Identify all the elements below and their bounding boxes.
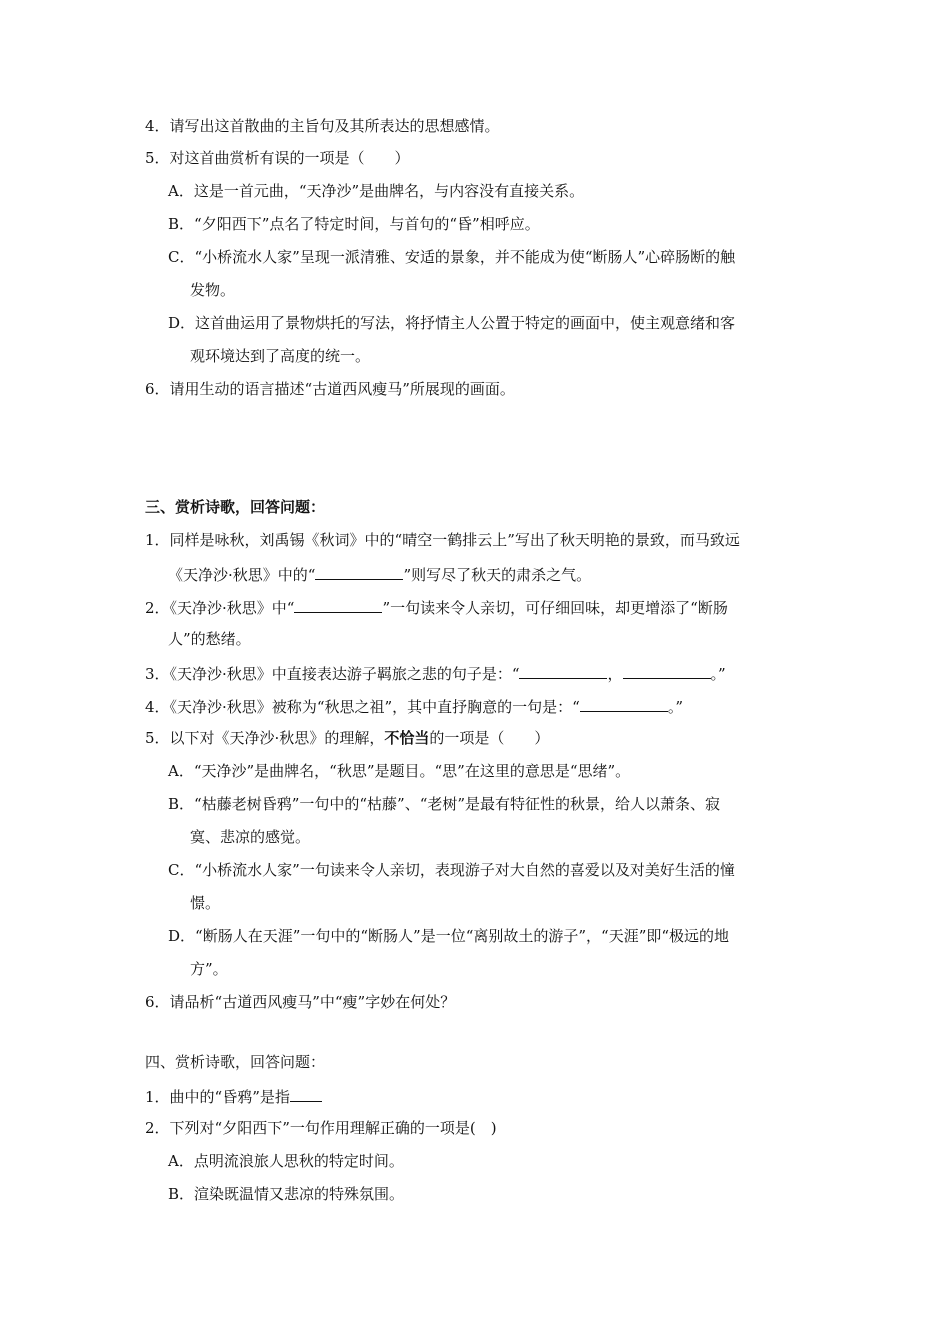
answer-blank[interactable]	[290, 1085, 322, 1102]
answer-blank[interactable]	[580, 695, 668, 712]
answer-blank[interactable]	[623, 662, 711, 679]
s3-question-4	[145, 695, 683, 717]
s4-question-2: 2．下列对“夕阳西下”一句作用理解正确的一项是( )	[145, 1119, 497, 1137]
s3-q5-text-after: 的一项是（ ）	[429, 729, 550, 747]
s3-question-2	[145, 596, 728, 618]
option-b: B．“夕阳西下”点名了特定时间，与首句的“昏”相呼应。	[168, 215, 540, 233]
emphasis-not-appropriate: 不恰当	[384, 729, 430, 747]
s3-option-b: B．“枯藤老树昏鸦”一句中的“枯藤”、“老树”是最有特征性的秋景，给人以萧条、寂	[168, 795, 721, 813]
s3-option-d-continued: 方”。	[190, 960, 228, 978]
s3-q4-text-before: 4．《天净沙·秋思》被称为“秋思之祖”，其中直抒胸意的一句是：“	[145, 698, 580, 716]
s3-option-b-continued: 寞、悲凉的感觉。	[190, 828, 311, 846]
section-3-heading: 三、赏析诗歌，回答问题：	[145, 498, 326, 516]
option-c: C．“小桥流水人家”呈现一派清雅、安适的景象，并不能成为使“断肠人”心碎肠断的触	[168, 248, 736, 266]
s3-option-a: A．“天净沙”是曲牌名，“秋思”是题目。“思”在这里的意思是“思绪”。	[168, 762, 631, 780]
s4-option-b: B．渲染既温情又悲凉的特殊氛围。	[168, 1185, 405, 1203]
option-c-continued: 发物。	[190, 281, 236, 299]
s3-q2-text-before: 2．《天净沙·秋思》中“	[145, 599, 295, 617]
answer-blank[interactable]	[294, 596, 382, 613]
s3-q3-text-before: 3．《天净沙·秋思》中直接表达游子羁旅之悲的句子是：“	[145, 665, 520, 683]
s3-option-c-continued: 憬。	[190, 894, 221, 912]
option-a: A．这是一首元曲，“天净沙”是曲牌名，与内容没有直接关系。	[168, 182, 585, 200]
question-4: 4．请写出这首散曲的主旨句及其所表达的思想感情。	[145, 117, 500, 135]
s3-question-5	[145, 728, 549, 748]
question-6: 6．请用生动的语言描述“古道西风瘦马”所展现的画面。	[145, 380, 515, 398]
s3-question-3	[145, 662, 726, 684]
question-5: 5．对这首曲赏析有误的一项是（ ）	[145, 149, 410, 167]
s3-q1-text-after: ”则写尽了秋天的肃杀之气。	[403, 566, 592, 584]
s3-q5-text-before: 5．以下对《天净沙·秋思》的理解，	[145, 729, 385, 747]
option-d: D．这首曲运用了景物烘托的写法，将抒情主人公置于特定的画面中，使主观意绪和客	[168, 314, 736, 332]
s3-q3-separator: ，	[607, 665, 623, 683]
s4-q1-text: 1．曲中的“昏鸦”是指	[145, 1088, 290, 1106]
s4-option-a: A．点明流浪旅人思秋的特定时间。	[168, 1152, 404, 1170]
answer-blank[interactable]	[519, 662, 607, 679]
section-4-heading: 四、赏析诗歌，回答问题：	[145, 1053, 326, 1071]
s3-question-6: 6．请品析“古道西风瘦马”中“瘦”字妙在何处？	[145, 993, 456, 1011]
s3-q3-text-after: 。”	[710, 665, 726, 683]
s3-q1-text-before: 《天净沙·秋思》中的“	[168, 566, 316, 584]
s3-question-1-continued	[168, 563, 591, 585]
s4-question-1	[145, 1085, 322, 1107]
option-d-continued: 观环境达到了高度的统一。	[190, 347, 371, 365]
answer-blank[interactable]	[315, 563, 403, 580]
s3-q2-text-after: ”一句读来令人亲切，可仔细回味，却更增添了“断肠	[382, 599, 728, 617]
s3-option-d: D．“断肠人在天涯”一句中的“断肠人”是一位“离别故土的游子”，“天涯”即“极远的地	[168, 927, 730, 945]
s3-option-c: C．“小桥流水人家”一句读来令人亲切，表现游子对大自然的喜爱以及对美好生活的憧	[168, 861, 735, 879]
s3-question-2-continued: 人”的愁绪。	[168, 630, 251, 648]
s3-question-1: 1．同样是咏秋，刘禹锡《秋词》中的“晴空一鹤排云上”写出了秋天明艳的景致，而马致远	[145, 531, 740, 549]
s3-q4-text-after: 。”	[667, 698, 683, 716]
